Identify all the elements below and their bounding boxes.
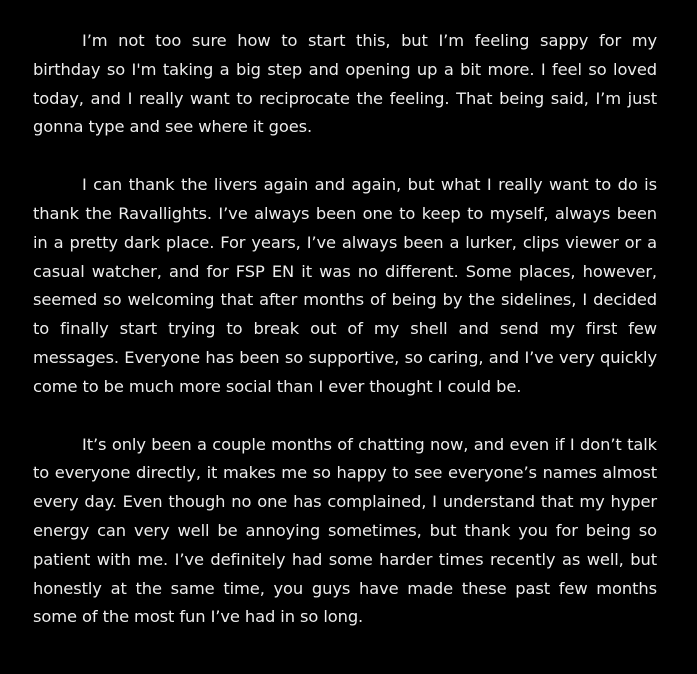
paragraph-chatting-months: It’s only been a couple months of chatting now, and even if I don’t talk to everyone directly, it makes me so happy to see everyone’s names almost every day. Even though no one has complained, I understand that my hyper energy can very well be annoying sometimes, but thank you for being so patient with me. I’ve definitely had some harder times recently as well, but honestly at the same time, you guys have made these past few months some of the most fun I’ve had in so long. [33,434,657,627]
paragraph-opening: I’m not too sure how to start this, but I’m feeling sappy for my birthday so I'm taking a big step and opening up a bit more. I feel so loved today, and I really want to reciprocate the feeling. That being said, I’m just gonna type and see where it goes. [33,31,657,137]
paragraph-thanks-ravallights: I can thank the livers again and again, but what I really want to do is thank the Ravallights. I’ve always been one to keep to myself, always been in a pretty dark place. For years, I’ve always been a lurker, clips viewer or a casual watcher, and for FSP EN it was no different. Some places, however, seemed so welcoming that after months of being by the sidelines, I decided to finally start trying to break out of my shell and send my first few messages. Everyone has been so supportive, so caring, and I’ve very quickly come to be much more social than I ever thought I could be. [33,175,657,396]
